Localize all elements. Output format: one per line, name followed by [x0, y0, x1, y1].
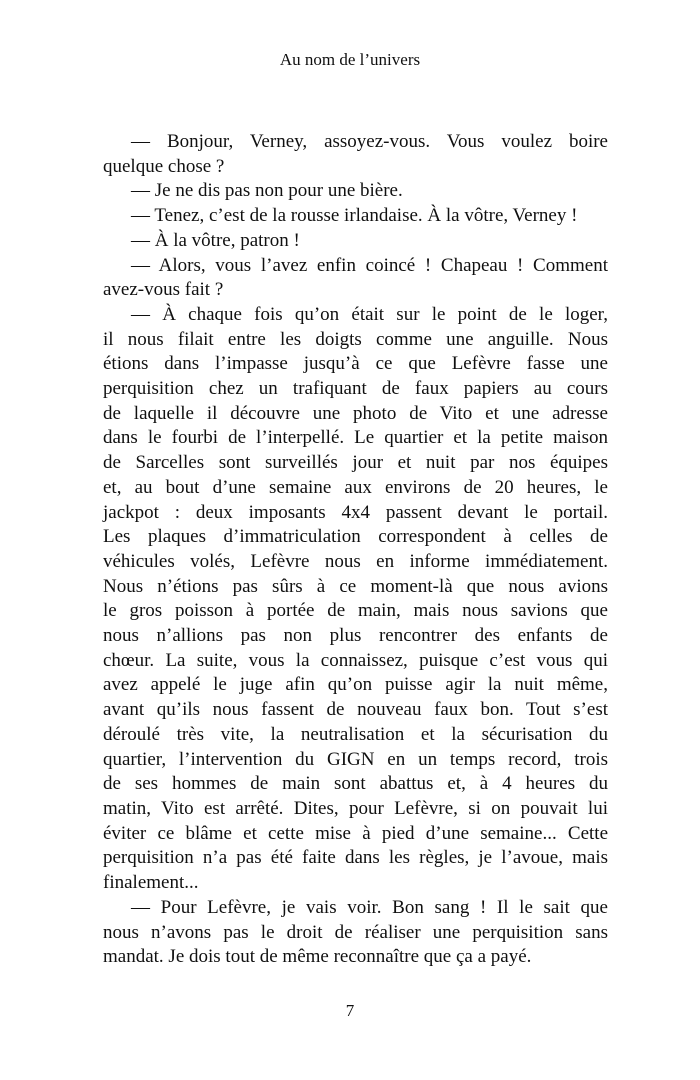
text-line: de ses hommes de main sont abattus et, à 4 heures du [103, 773, 608, 795]
text-line: avant qu’ils nous fassent de nouveau faux bon. Tout s’est [103, 699, 608, 721]
text-line: jackpot : deux imposants 4x4 passent devant le portail. [103, 501, 608, 523]
paragraph [103, 204, 608, 229]
paragraph [103, 229, 608, 254]
running-header: Au nom de l’univers [279, 50, 421, 69]
paragraph [103, 254, 608, 303]
paragraph [103, 896, 608, 970]
text-line: — À chaque fois qu’on était sur le point de le loger, [131, 303, 608, 325]
text-line: nous n’allions pas non plus rencontrer des enfants de [103, 625, 608, 647]
text-line: et, au bout d’une semaine aux environs de 20 heures, le [103, 476, 608, 498]
text-line: — À la vôtre, patron ! [131, 229, 300, 251]
text-line: avez-vous fait ? [103, 279, 224, 301]
text-line: quartier, l’intervention du GIGN en un temps record, trois [103, 748, 608, 770]
text-line: Les plaques d’immatriculation correspondent à celles de [103, 526, 608, 548]
text-line: — Tenez, c’est de la rousse irlandaise. À la vôtre, Verney ! [131, 205, 578, 227]
text-line: — Je ne dis pas non pour une bière. [131, 180, 403, 202]
paragraph [103, 130, 608, 179]
text-line: de Sarcelles sont surveillés jour et nuit par nos équipes [103, 452, 608, 474]
text-line: nous n’avons pas le droit de réaliser une perquisition sans [103, 921, 608, 943]
paragraph [103, 179, 608, 204]
text-line: matin, Vito est arrêté. Dites, pour Lefèvre, si on pouvait lui [103, 797, 608, 819]
text-line: mandat. Je dois tout de même reconnaître que ça a payé. [103, 946, 532, 968]
text-line: perquisition n’a pas été faite dans les règles, je l’avoue, mais [103, 847, 608, 869]
paragraph [103, 303, 608, 896]
text-line: — Bonjour, Verney, assoyez-vous. Vous voulez boire [131, 131, 608, 152]
text-line: chœur. La suite, vous la connaissez, puisque c’est vous qui [103, 649, 608, 671]
text-line: — Alors, vous l’avez enfin coincé ! Chapeau ! Comment [131, 254, 608, 276]
text-line: Nous n’étions pas sûrs à ce moment-là que nous avions [103, 575, 608, 597]
text-line: finalement... [103, 872, 199, 894]
text-line: véhicules volés, Lefèvre nous en informe immédiatement. [103, 550, 608, 572]
text-line: perquisition chez un trafiquant de faux papiers au cours [103, 378, 608, 400]
text-line: étions dans l’impasse jusqu’à ce que Lefèvre fasse une [103, 353, 608, 375]
page-number: 7 [345, 1001, 355, 1020]
text-line: dans le fourbi de l’interpellé. Le quartier et la petite maison [103, 427, 608, 449]
text-line: — Pour Lefèvre, je vais voir. Bon sang ! Il le sait que [131, 896, 608, 918]
text-line: de laquelle il découvre une photo de Vito et une adresse [103, 402, 608, 424]
text-line: le gros poisson à portée de main, mais nous savions que [103, 600, 608, 622]
text-line: quelque chose ? [103, 155, 225, 177]
text-line: déroulé très vite, la neutralisation et la sécurisation du [103, 723, 608, 745]
page-body-text [103, 130, 608, 970]
text-line: éviter ce blâme et cette mise à pied d’une semaine... Cette [103, 822, 608, 844]
text-line: il nous filait entre les doigts comme une anguille. Nous [103, 328, 608, 350]
text-line: avez appelé le juge afin qu’on puisse agir la nuit même, [103, 674, 608, 696]
